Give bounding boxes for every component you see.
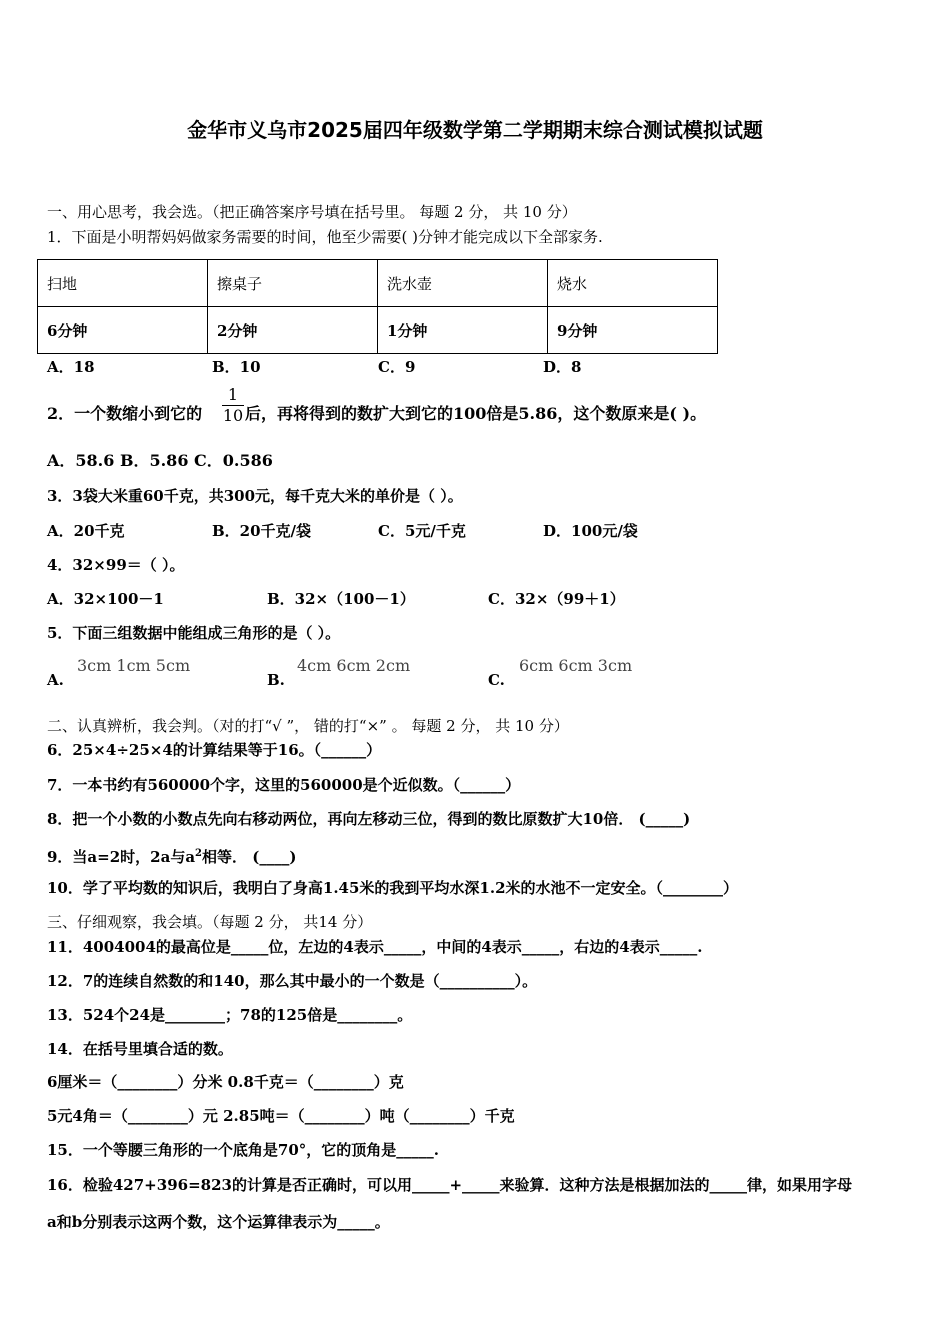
question-5: 5．下面三组数据中能组成三角形的是（ ）。	[47, 624, 341, 642]
question-16-line-1: 16．检验427+396=823的计算是否正确时，可以用_____+_____来验算．这种方法是根据加法的_____律，如果用字母	[47, 1176, 853, 1194]
q2-options: A．58.6 B．5.86 C．0.586	[47, 451, 273, 470]
question-7: 7．一本书约有560000个字，这里的560000是个近似数。（______）	[47, 776, 521, 794]
q5-option-b-lengths: 4cm 6cm 2cm	[297, 656, 411, 675]
section-2-heading: 二、认真辨析，我会判。（对的打“√ ”， 错的打“×” 。 每题 2 分， 共 10 分）	[47, 717, 569, 735]
question-3: 3．3袋大米重60千克，共300元，每千克大米的单价是（ ）。	[47, 487, 463, 505]
q3-option-a: A．20千克	[47, 522, 125, 540]
question-14: 14．在括号里填合适的数。	[47, 1040, 233, 1058]
question-15: 15．一个等腰三角形的一个底角是70°，它的顶角是_____.	[47, 1141, 439, 1159]
question-12: 12．7的连续自然数的和140，那么其中最小的一个数是（__________）。	[47, 972, 538, 990]
q4-option-b: B．32×（100－1）	[267, 590, 415, 608]
q5-option-c-label: C.	[488, 671, 505, 689]
q3-option-d: D．100元/袋	[543, 522, 638, 540]
question-14-line-2: 5元4角＝（________）元 2.85吨＝（________）吨（________）千克	[47, 1107, 515, 1125]
fraction-denominator: 10	[222, 406, 244, 425]
q3-option-b: B．20千克/袋	[212, 522, 312, 540]
page-title: 金华市义乌市2025届四年级数学第二学期期末综合测试模拟试题	[187, 118, 763, 142]
table-cell: 烧水	[548, 260, 718, 307]
q1-option-d: D．8	[543, 358, 582, 376]
table-row	[38, 260, 718, 307]
table-cell: 1分钟	[378, 307, 548, 354]
question-8: 8．把一个小数的小数点先向右移动两位，再向左移动三位，得到的数比原数扩大10倍． (_____)	[47, 810, 691, 828]
table-cell: 扫地	[38, 260, 208, 307]
q1-option-a: A．18	[47, 358, 95, 376]
question-1: 1．下面是小明帮妈妈做家务需要的时间，他至少需要( )分钟才能完成以下全部家务.	[47, 228, 603, 246]
q4-option-a: A．32×100－1	[47, 590, 164, 608]
question-6: 6．25×4÷25×4的计算结果等于16。（______）	[47, 741, 382, 759]
table-cell: 洗水壶	[378, 260, 548, 307]
section-3-heading: 三、仔细观察，我会填。（每题 2 分， 共14 分）	[47, 913, 373, 931]
table-cell: 6分钟	[38, 307, 208, 354]
question-16-line-2: a和b分别表示这两个数，这个运算律表示为_____。	[47, 1213, 390, 1231]
chores-table	[37, 259, 718, 354]
fraction-one-tenth	[222, 386, 244, 425]
q5-option-c-lengths: 6cm 6cm 3cm	[519, 656, 633, 675]
question-2-end: 后，再将得到的数扩大到它的100倍是5.86，这个数原来是( )。	[245, 404, 707, 423]
fraction-numerator: 1	[227, 385, 239, 404]
q1-option-c: C．9	[378, 358, 416, 376]
square-exponent: 2	[195, 848, 203, 859]
question-14-line-1: 6厘米＝（________）分米 0.8千克＝（________）克	[47, 1073, 404, 1091]
table-cell: 9分钟	[548, 307, 718, 354]
question-9-start: 9．当a=2时，2a与a	[47, 848, 196, 866]
question-2-start: 2．一个数缩小到它的	[47, 404, 203, 423]
question-4: 4．32×99＝（ ）。	[47, 556, 185, 574]
table-row	[38, 307, 718, 354]
section-1-heading: 一、用心思考，我会选。（把正确答案序号填在括号里。 每题 2 分， 共 10 分）	[47, 203, 577, 221]
q1-option-b: B．10	[212, 358, 261, 376]
question-13: 13．524个24是________；78的125倍是________。	[47, 1006, 413, 1024]
q4-option-c: C．32×（99＋1）	[488, 590, 625, 608]
question-9	[47, 845, 296, 866]
q3-option-c: C．5元/千克	[378, 522, 466, 540]
table-cell: 2分钟	[208, 307, 378, 354]
question-11: 11．4004004的最高位是_____位，左边的4表示_____，中间的4表示_____，右边的4表示_____.	[47, 938, 703, 956]
q5-option-a-label: A.	[47, 671, 64, 689]
q5-option-b-label: B.	[267, 671, 285, 689]
q5-option-a-lengths: 3cm 1cm 5cm	[77, 656, 191, 675]
question-9-end: 相等． (____)	[202, 848, 297, 866]
question-10: 10．学了平均数的知识后，我明白了身高1.45米的我到平均水深1.2米的水池不一定安全。（________）	[47, 879, 739, 897]
table-cell: 擦桌子	[208, 260, 378, 307]
